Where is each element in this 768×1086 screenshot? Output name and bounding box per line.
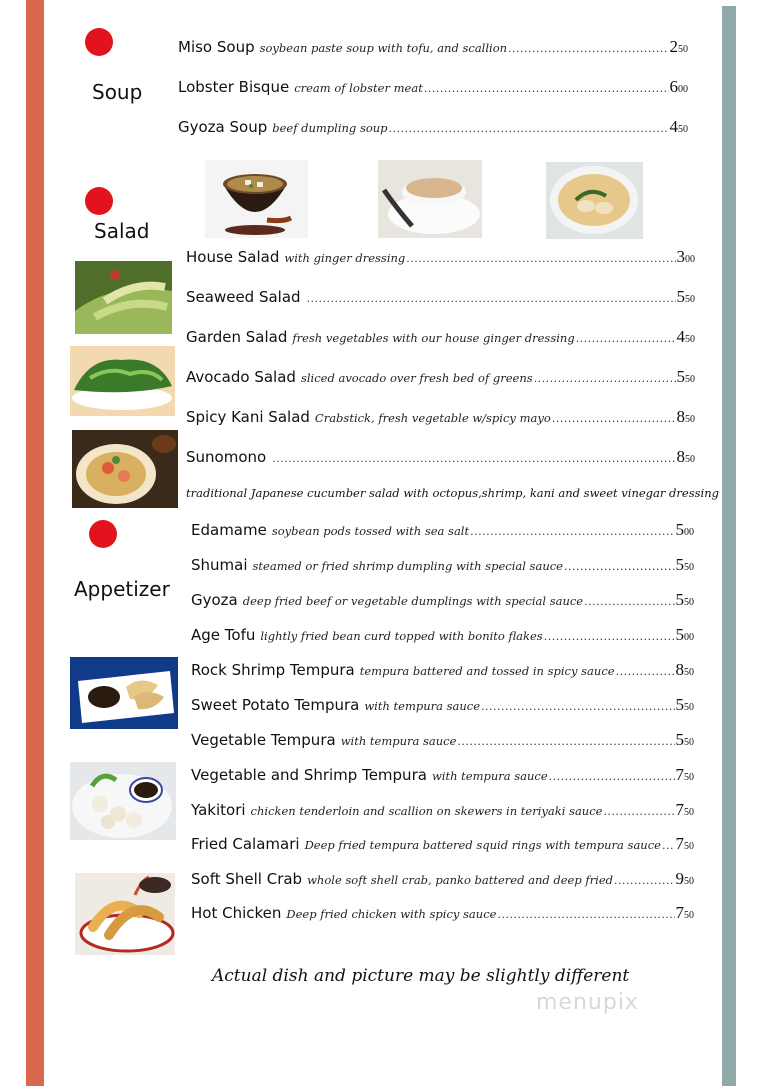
- salad-red-dot: [85, 187, 113, 215]
- menu-item: [191, 555, 694, 579]
- item-name: Yakitori: [191, 801, 246, 819]
- item-name: Sunomono: [186, 448, 267, 466]
- item-name: Hot Chicken: [191, 904, 282, 922]
- item-price-cents: 00: [684, 632, 694, 643]
- dot-leader: [564, 560, 675, 573]
- item-price-cents: 50: [678, 44, 688, 55]
- item-price: 5: [675, 625, 684, 644]
- item-description: soybean paste soup with tofu, and scallion: [259, 41, 508, 55]
- appetizer-section-title: Appetizer: [74, 577, 170, 601]
- item-description: Deep fried tempura battered squid rings with tempura sauce: [304, 838, 661, 852]
- item-price-cents: 50: [685, 294, 695, 305]
- dot-leader: [470, 525, 674, 538]
- menu-item: [191, 903, 694, 927]
- dot-leader: [424, 82, 669, 95]
- item-price-cents: 50: [684, 841, 694, 852]
- item-price-cents: 50: [684, 562, 694, 573]
- item-price: 5: [676, 287, 685, 306]
- item-price-cents: 50: [678, 124, 688, 135]
- item-description: fresh vegetables with our house ginger dressing: [292, 331, 575, 345]
- dot-leader: [603, 805, 674, 818]
- dot-leader: [481, 700, 674, 713]
- item-description: soybean pods tossed with sea salt: [271, 524, 470, 538]
- item-price-cents: 50: [684, 597, 694, 608]
- dot-leader: [497, 908, 674, 921]
- item-price-cents: 50: [685, 414, 695, 425]
- item-price: 5: [675, 695, 684, 714]
- item-price-cents: 50: [684, 807, 694, 818]
- item-price-cents: 50: [684, 702, 694, 713]
- item-description: Crabstick, fresh vegetable w/spicy mayo: [314, 411, 551, 425]
- item-name: Fried Calamari: [191, 835, 300, 853]
- menu-item: [191, 834, 694, 858]
- dot-leader: [662, 839, 675, 852]
- item-description: whole soft shell crab, panko battered and deep fried: [307, 873, 613, 887]
- menu-item: [191, 625, 694, 649]
- item-description: cream of lobster meat: [294, 81, 423, 95]
- item-description: Deep fried chicken with spicy sauce: [286, 907, 497, 921]
- item-price: 5: [675, 590, 684, 609]
- dot-leader: [508, 42, 668, 55]
- item-price: 8: [676, 407, 685, 426]
- gyoza-soup-photo: [546, 162, 643, 239]
- item-price: 8: [675, 660, 684, 679]
- menu-item: [178, 37, 688, 61]
- item-description: with ginger dressing: [284, 251, 406, 265]
- menu-item: [186, 367, 695, 391]
- item-name: Miso Soup: [178, 38, 255, 56]
- dot-leader: [614, 874, 675, 887]
- dot-leader: [534, 372, 676, 385]
- item-price-cents: 00: [685, 254, 695, 265]
- menupix-watermark: menupix: [536, 990, 639, 1015]
- menu-item: [191, 800, 694, 824]
- item-name: Soft Shell Crab: [191, 870, 303, 888]
- dot-leader: [272, 452, 675, 465]
- dot-leader: [389, 122, 669, 135]
- item-description: deep fried beef or vegetable dumplings with special sauce: [242, 594, 584, 608]
- lobster-bisque-photo: [378, 160, 482, 238]
- item-name: Vegetable Tempura: [191, 731, 336, 749]
- dot-leader: [576, 332, 676, 345]
- sunomono-photo: [72, 430, 178, 508]
- item-price: 7: [675, 903, 684, 922]
- item-name: Garden Salad: [186, 328, 288, 346]
- menu-item: [186, 287, 695, 311]
- menu-item: [178, 117, 688, 141]
- item-name: Sweet Potato Tempura: [191, 696, 360, 714]
- item-price: 4: [669, 117, 678, 136]
- tempura-photo: [75, 873, 175, 955]
- menu-item: [178, 77, 688, 101]
- item-name: Gyoza: [191, 591, 238, 609]
- item-price: 5: [675, 520, 684, 539]
- salad-section-title: Salad: [94, 219, 150, 243]
- avocado-salad-photo: [75, 261, 172, 334]
- item-price: 4: [676, 327, 685, 346]
- sunomono-description: traditional Japanese cucumber salad with octopus,shrimp, kani and sweet vinegar dressing: [186, 486, 719, 500]
- item-price: 9: [675, 869, 684, 888]
- dot-leader: [544, 630, 675, 643]
- dot-leader: [552, 412, 676, 425]
- item-description: beef dumpling soup: [272, 121, 388, 135]
- item-name: Gyoza Soup: [178, 118, 268, 136]
- gyoza-plate-photo: [70, 657, 178, 729]
- miso-soup-photo: [205, 160, 308, 238]
- item-name: Shumai: [191, 556, 248, 574]
- item-name: Spicy Kani Salad: [186, 408, 310, 426]
- dot-leader: [549, 770, 675, 783]
- menu-item: [191, 660, 694, 684]
- menu-item: [191, 765, 694, 789]
- menu-item: [186, 407, 695, 431]
- item-description: sliced avocado over fresh bed of greens: [300, 371, 533, 385]
- item-price-cents: 50: [685, 334, 695, 345]
- menu-item: [191, 695, 694, 719]
- item-name: House Salad: [186, 248, 280, 266]
- item-price: 7: [675, 800, 684, 819]
- right-color-bar: [722, 6, 736, 1086]
- item-price: 5: [676, 367, 685, 386]
- appetizer-red-dot: [89, 520, 117, 548]
- item-description: steamed or fried shrimp dumpling with special sauce: [252, 559, 563, 573]
- item-price-cents: 50: [684, 667, 694, 678]
- item-price: 3: [676, 247, 685, 266]
- menu-item: [191, 520, 694, 544]
- item-price: 6: [669, 77, 678, 96]
- menu-item: [191, 730, 694, 754]
- item-name: Vegetable and Shrimp Tempura: [191, 766, 427, 784]
- item-description: chicken tenderloin and scallion on skewers in teriyaki sauce: [250, 804, 603, 818]
- item-price-cents: 50: [685, 374, 695, 385]
- item-name: Age Tofu: [191, 626, 256, 644]
- menu-item: [186, 447, 695, 471]
- menu-item: [186, 327, 695, 351]
- soup-red-dot: [85, 28, 113, 56]
- menu-item: [191, 869, 694, 893]
- item-description: with tempura sauce: [340, 734, 457, 748]
- item-price: 5: [675, 730, 684, 749]
- item-description: lightly fried bean curd topped with bonito flakes: [260, 629, 543, 643]
- dot-leader: [584, 595, 674, 608]
- item-name: Lobster Bisque: [178, 78, 290, 96]
- item-price: 2: [669, 37, 678, 56]
- item-price-cents: 50: [685, 454, 695, 465]
- green-salad-photo: [70, 346, 175, 416]
- item-price: 7: [675, 765, 684, 784]
- item-price-cents: 50: [684, 772, 694, 783]
- item-description: with tempura sauce: [431, 769, 548, 783]
- item-price: 7: [675, 834, 684, 853]
- item-price: 5: [675, 555, 684, 574]
- item-name: Edamame: [191, 521, 267, 539]
- item-price: 8: [676, 447, 685, 466]
- dot-leader: [406, 252, 675, 265]
- item-description: tempura battered and tossed in spicy sauce: [359, 664, 615, 678]
- item-price-cents: 00: [678, 84, 688, 95]
- item-price-cents: 50: [684, 910, 694, 921]
- dot-leader: [457, 735, 674, 748]
- item-description: with tempura sauce: [364, 699, 481, 713]
- menu-item: [186, 247, 695, 271]
- item-name: Rock Shrimp Tempura: [191, 661, 355, 679]
- shumai-photo: [70, 762, 176, 840]
- item-price-cents: 50: [684, 737, 694, 748]
- item-name: Avocado Salad: [186, 368, 296, 386]
- dot-leader: [307, 292, 676, 305]
- disclaimer-note: Actual dish and picture may be slightly different: [212, 966, 630, 986]
- item-name: Seaweed Salad: [186, 288, 301, 306]
- dot-leader: [616, 665, 675, 678]
- menu-item: [191, 590, 694, 614]
- item-price-cents: 50: [684, 876, 694, 887]
- left-color-bar: [26, 0, 44, 1086]
- soup-section-title: Soup: [92, 80, 143, 104]
- item-price-cents: 00: [684, 527, 694, 538]
